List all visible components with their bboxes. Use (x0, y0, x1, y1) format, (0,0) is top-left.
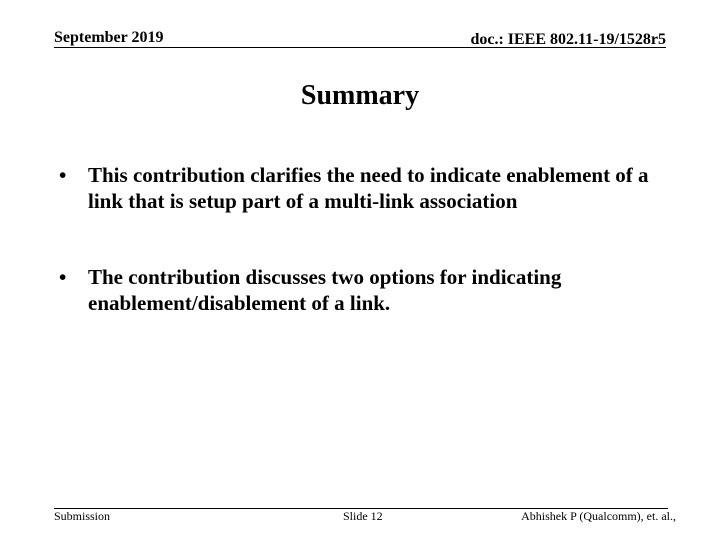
footer-submission: Submission (54, 509, 111, 523)
bullet-text: The contribution discusses two options for indicating enablement/disablement of a link. (88, 265, 562, 315)
footer-author: Abhishek P (Qualcomm), et. al., (521, 509, 676, 523)
bullet-mark: • (59, 265, 67, 289)
bullet-item (59, 264, 659, 316)
slide-title: Summary (300, 80, 420, 111)
header-doc-id: doc.: IEEE 802.11-19/1528r5 (470, 31, 666, 48)
bullet-item (59, 162, 659, 214)
bullet-text: This contribution clarifies the need to indicate enablement of a link that is setup part of a multi-link association (88, 163, 649, 213)
footer-slide-number: Slide 12 (343, 509, 383, 523)
bullet-list (59, 162, 659, 316)
header-date: September 2019 (54, 29, 164, 46)
bullet-mark: • (59, 163, 67, 187)
header-divider (54, 47, 666, 48)
